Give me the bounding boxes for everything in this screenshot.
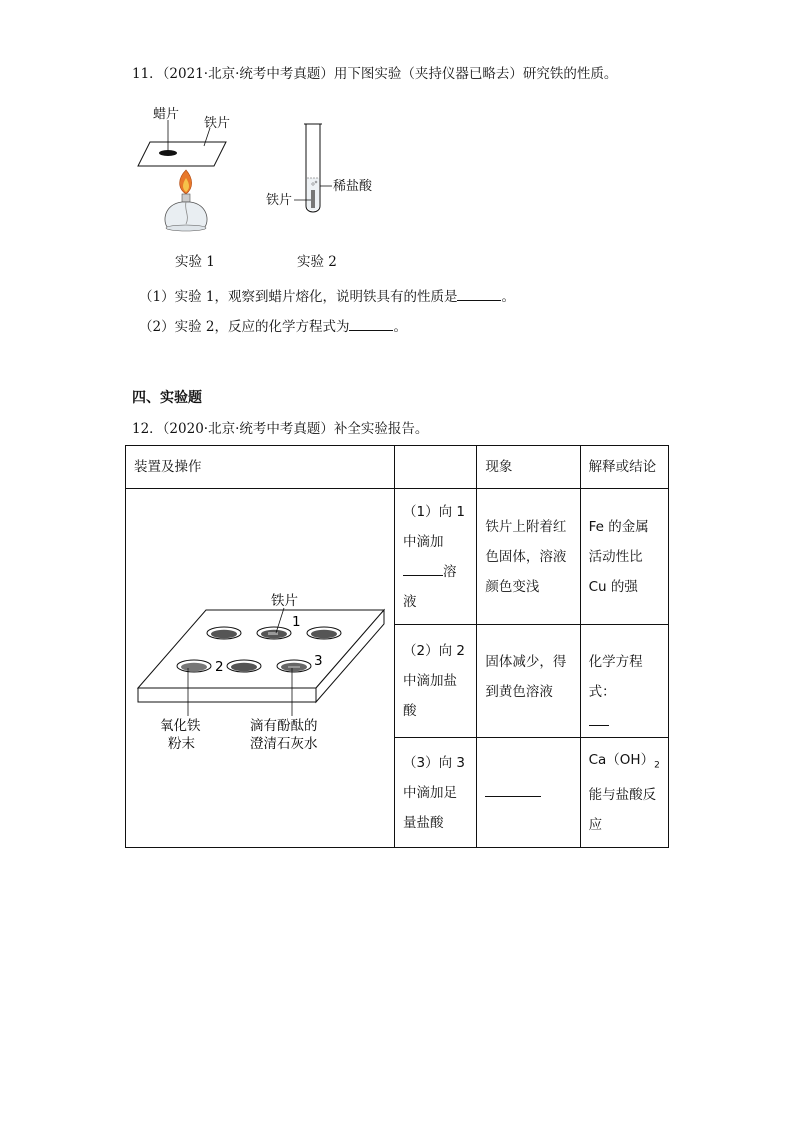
header-device: 装置及操作 (126, 446, 395, 489)
row-1-phen-line-2: 色固体，溶液 (485, 548, 567, 565)
experiment-1-figure (128, 100, 248, 235)
well-number-1: 1 (292, 614, 301, 630)
row-2-op-line-1: （2）向 2 (403, 643, 465, 659)
q11-part-2-text: （2）实验 2，反应的化学方程式为 (139, 319, 350, 335)
row-3-op-line-3: 量盐酸 (403, 814, 444, 831)
question-12-stem: 12．（2020·北京·统考中考真题）补全实验报告。 (132, 421, 429, 437)
row-1-phen-line-1: 铁片上附着红 (485, 518, 567, 535)
row-1-conclusion (580, 489, 668, 625)
experiment-report-table (125, 445, 669, 848)
answer-blank-12-3[interactable] (485, 782, 541, 797)
row-1-op-line-1: （1）向 1 (403, 503, 465, 520)
row-1-op-line-3 (403, 557, 468, 587)
iron-strip-shape (311, 190, 315, 208)
row-1-op-line-3-text: 溶 (443, 563, 457, 580)
limewater-label-line2: 澄清石灰水 (250, 736, 318, 752)
answer-blank-12-2[interactable] (589, 711, 609, 726)
answer-blank-11-2[interactable] (349, 316, 393, 331)
row-1-op-line-4: 液 (403, 593, 417, 610)
row-1-op-line-2: 中滴加 (403, 533, 444, 550)
dilute-hcl-label: 稀盐酸 (333, 179, 373, 194)
iron-plate-label-2: 铁片 (266, 193, 293, 208)
section-title: 四、实验题 (132, 390, 202, 406)
row-3-concl-line-3: 应 (588, 817, 603, 834)
row-2-concl-line-1: 化学方程式： (588, 654, 643, 700)
spot-plate-figure (126, 490, 394, 846)
device-figure-cell (126, 489, 395, 848)
answer-blank-11-1[interactable] (457, 286, 501, 301)
experiment-2-caption: 实验 2 (297, 254, 337, 270)
row-3-conclusion (580, 738, 668, 848)
well-number-2: 2 (215, 659, 224, 675)
row-3-concl-formula: Ca（OH） (588, 751, 655, 768)
question-11-stem: 11．（2021·北京·统考中考真题）用下图实验（夹持仪器已略去）研究铁的性质。 (132, 66, 618, 82)
row-2-phenomenon (477, 625, 580, 738)
spot-plate-iron-label: 铁片 (271, 593, 298, 609)
experiment-2-figure (262, 120, 382, 220)
row-2-concl-line-2 (589, 707, 660, 737)
row-2-phen-line-2: 到黄色溶液 (485, 684, 553, 700)
question-11-part-2 (139, 316, 407, 336)
row-3-concl-line-2: 能与盐酸反 (588, 787, 657, 804)
spot-plate-top (138, 610, 384, 688)
row-2-op-line-3: 酸 (403, 703, 417, 719)
header-conclusion: 解释或结论 (580, 446, 668, 489)
row-2-op-line-2: 中滴加盐 (403, 673, 457, 689)
row-1-phen-line-3: 颜色变浅 (485, 578, 540, 595)
q11-part-1-text: （1）实验 1，观察到蜡片熔化，说明铁具有的性质是 (139, 289, 458, 305)
row-2-conclusion (580, 625, 668, 738)
header-phenomenon: 现象 (477, 446, 580, 489)
row-3-concl-subscript: 2 (654, 760, 660, 771)
wax-label: 蜡片 (153, 107, 180, 122)
q11-part-1-end: 。 (501, 289, 515, 305)
table-row-1 (126, 489, 669, 625)
question-11-part-1 (139, 286, 515, 306)
q11-part-2-end: 。 (393, 319, 407, 335)
row-1-phenomenon (477, 489, 580, 625)
answer-blank-12-1[interactable] (403, 561, 443, 576)
row-3-concl-line-1 (589, 745, 660, 781)
row-3-phenomenon (477, 738, 580, 848)
row-1-concl-line-1: Fe 的金属 (588, 518, 649, 535)
well-number-3: 3 (314, 653, 323, 669)
table-header-row (126, 446, 669, 489)
row-3-op-line-2: 中滴加足 (403, 784, 457, 801)
experiment-1-caption: 实验 1 (175, 254, 215, 270)
row-1-concl-line-2: 活动性比 (588, 548, 643, 565)
row-2-operation (395, 625, 477, 738)
row-3-op-line-1: （3）向 3 (403, 754, 465, 771)
fe2o3-label-line1: 氧化铁 (160, 718, 201, 734)
row-3-operation (395, 738, 477, 848)
row-1-concl-line-3: Cu 的强 (588, 578, 638, 595)
fe2o3-label-line2: 粉末 (168, 736, 195, 752)
row-1-operation (395, 489, 477, 625)
row-2-phen-line-1: 固体减少，得 (485, 654, 567, 670)
header-spacer (395, 446, 477, 489)
iron-plate-label-1: 铁片 (204, 116, 231, 131)
limewater-label-line1: 滴有酚酞的 (250, 718, 318, 734)
iron-plate-shape (138, 142, 226, 166)
